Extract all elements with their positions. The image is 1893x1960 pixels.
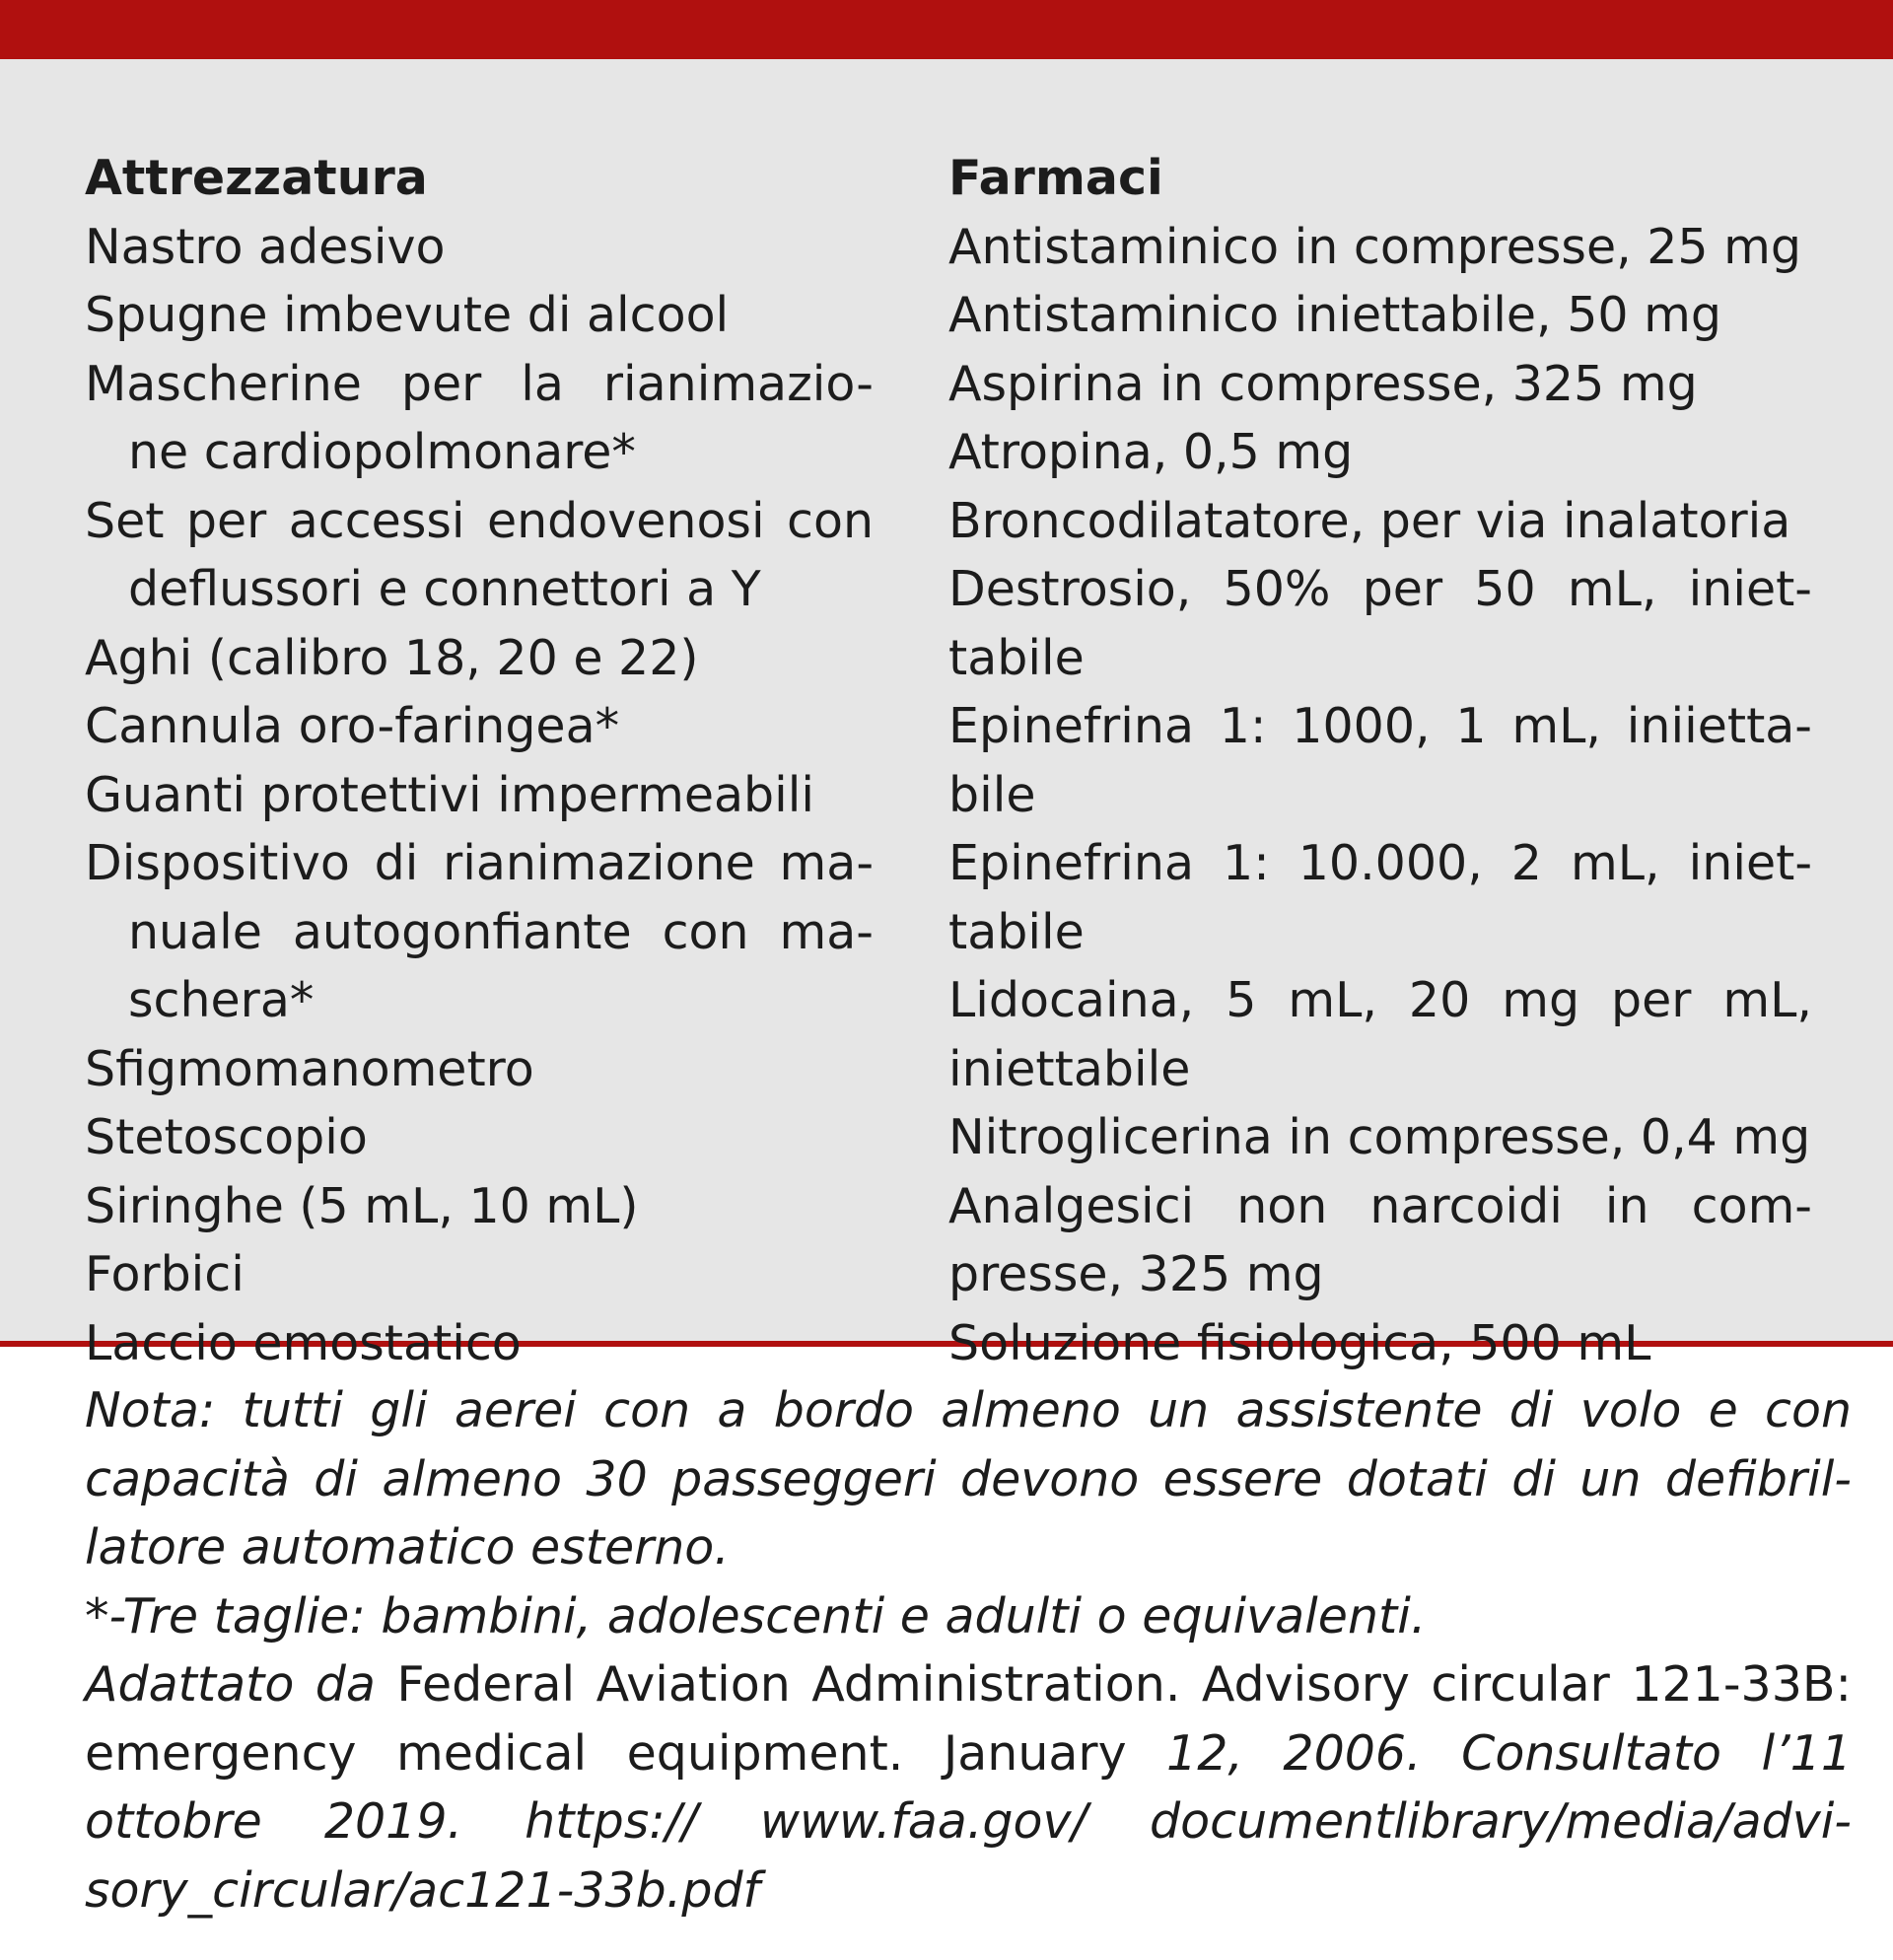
list-item xyxy=(948,350,1812,419)
list-item xyxy=(85,487,874,624)
list-item-line: Set per accessi endovenosi con xyxy=(85,492,874,549)
list-item-line: schera* xyxy=(128,972,315,1028)
list-item xyxy=(948,1309,1812,1378)
source-citation xyxy=(85,1650,1852,1925)
sizes-footnote: *-Tre taglie: bambini, adolescenti e adulti o equivalenti. xyxy=(85,1587,1427,1645)
list-item xyxy=(85,1309,874,1378)
list-item xyxy=(948,1103,1812,1172)
list-item xyxy=(85,829,874,1035)
equipment-header: Attrezzatura xyxy=(85,150,428,206)
list-item-line: Forbici xyxy=(85,1246,245,1302)
list-item-line: Mascherine per la rianimazio- xyxy=(85,355,874,412)
list-item xyxy=(948,692,1812,829)
list-item-line: Nastro adesivo xyxy=(85,218,446,275)
list-item-line: Aspirina in compresse, 325 mg xyxy=(948,355,1698,412)
list-item-line: Lidocaina, 5 mL, 20 mg per mL, xyxy=(948,972,1812,1028)
equipment-drugs-table xyxy=(0,59,1893,1371)
list-item xyxy=(948,213,1812,282)
source-date-and-link: 12, 2006. Consultato l’11 ottobre 2019. https:// www.faa.gov/ documentlibrary/media/advi-sory_circular/ac121-33b.pdf xyxy=(85,1724,1852,1919)
list-item-line: Atropina, 0,5 mg xyxy=(948,424,1354,480)
list-item-line: Epinefrina 1: 1000, 1 mL, iniietta- xyxy=(948,698,1812,754)
list-item-line: Nitroglicerina in compresse, 0,4 mg xyxy=(948,1109,1811,1165)
list-item xyxy=(85,1172,874,1241)
list-item xyxy=(85,1103,874,1172)
list-item-line: Laccio emostatico xyxy=(85,1314,522,1371)
list-item-line: Guanti protettivi impermeabili xyxy=(85,766,814,823)
list-item-line: presse, 325 mg xyxy=(948,1246,1324,1302)
top-accent-bar xyxy=(0,0,1893,59)
list-item-line: Cannula oro-faringea* xyxy=(85,698,620,754)
source-body: Federal Aviation Administration. Advisory circular 121-33B: emergency medical equipment. January xyxy=(85,1656,1853,1782)
list-item-line: Analgesici non narcoidi in com- xyxy=(948,1177,1812,1234)
list-item-line: Broncodilatatore, per via inalatoria xyxy=(948,492,1791,549)
equipment-list xyxy=(85,213,874,1378)
list-item xyxy=(948,487,1812,556)
nota-line: Nota: tutti gli aerei con a bordo almeno un assistente di volo e con xyxy=(85,1382,1852,1438)
list-item-line: nuale autogonfiante con ma- xyxy=(128,903,874,960)
list-item xyxy=(948,555,1812,692)
drugs-header: Farmaci xyxy=(948,150,1163,206)
list-item-line: Antistaminico in compresse, 25 mg xyxy=(948,218,1802,275)
list-item xyxy=(85,281,874,350)
table-footnotes xyxy=(0,1347,1893,1925)
list-item-line: Stetoscopio xyxy=(85,1109,368,1165)
list-item-line: tabile xyxy=(948,629,1085,686)
list-item xyxy=(948,418,1812,487)
list-item xyxy=(948,1172,1812,1309)
list-item-line: Antistaminico iniettabile, 50 mg xyxy=(948,287,1721,343)
list-item-line: tabile xyxy=(948,903,1085,960)
list-item-line: Destrosio, 50% per 50 mL, iniet- xyxy=(948,561,1812,617)
drugs-list xyxy=(948,213,1812,1378)
list-item-line: Spugne imbevute di alcool xyxy=(85,287,730,343)
list-item xyxy=(85,1035,874,1104)
list-item-line: Aghi (calibro 18, 20 e 22) xyxy=(85,629,699,686)
list-item xyxy=(948,829,1812,966)
list-item-line: Soluzione fisiologica, 500 mL xyxy=(948,1314,1651,1371)
list-item-line: bile xyxy=(948,766,1036,823)
list-item-line: iniettabile xyxy=(948,1040,1191,1097)
list-item-line: Dispositivo di rianimazione ma- xyxy=(85,835,874,891)
list-item xyxy=(948,281,1812,350)
nota-line: latore automatico esterno. xyxy=(85,1519,730,1575)
list-item xyxy=(948,966,1812,1103)
list-item xyxy=(85,624,874,693)
list-item-line: deflussori e connettori a Y xyxy=(128,561,761,617)
source-prefix: Adattato da xyxy=(85,1656,376,1713)
list-item xyxy=(85,213,874,282)
list-item xyxy=(85,692,874,761)
list-item-line: ne cardiopolmonare* xyxy=(128,424,636,480)
list-item xyxy=(85,1240,874,1309)
list-item xyxy=(85,761,874,830)
list-item-line: Sfigmomanometro xyxy=(85,1040,534,1097)
list-item-line: Epinefrina 1: 10.000, 2 mL, iniet- xyxy=(948,835,1812,891)
drugs-column xyxy=(948,144,1812,1377)
nota-line: capacità di almeno 30 passeggeri devono essere dotati di un defibril- xyxy=(85,1450,1852,1507)
list-item xyxy=(85,350,874,487)
equipment-column xyxy=(85,144,874,1377)
list-item-line: Siringhe (5 mL, 10 mL) xyxy=(85,1177,639,1234)
